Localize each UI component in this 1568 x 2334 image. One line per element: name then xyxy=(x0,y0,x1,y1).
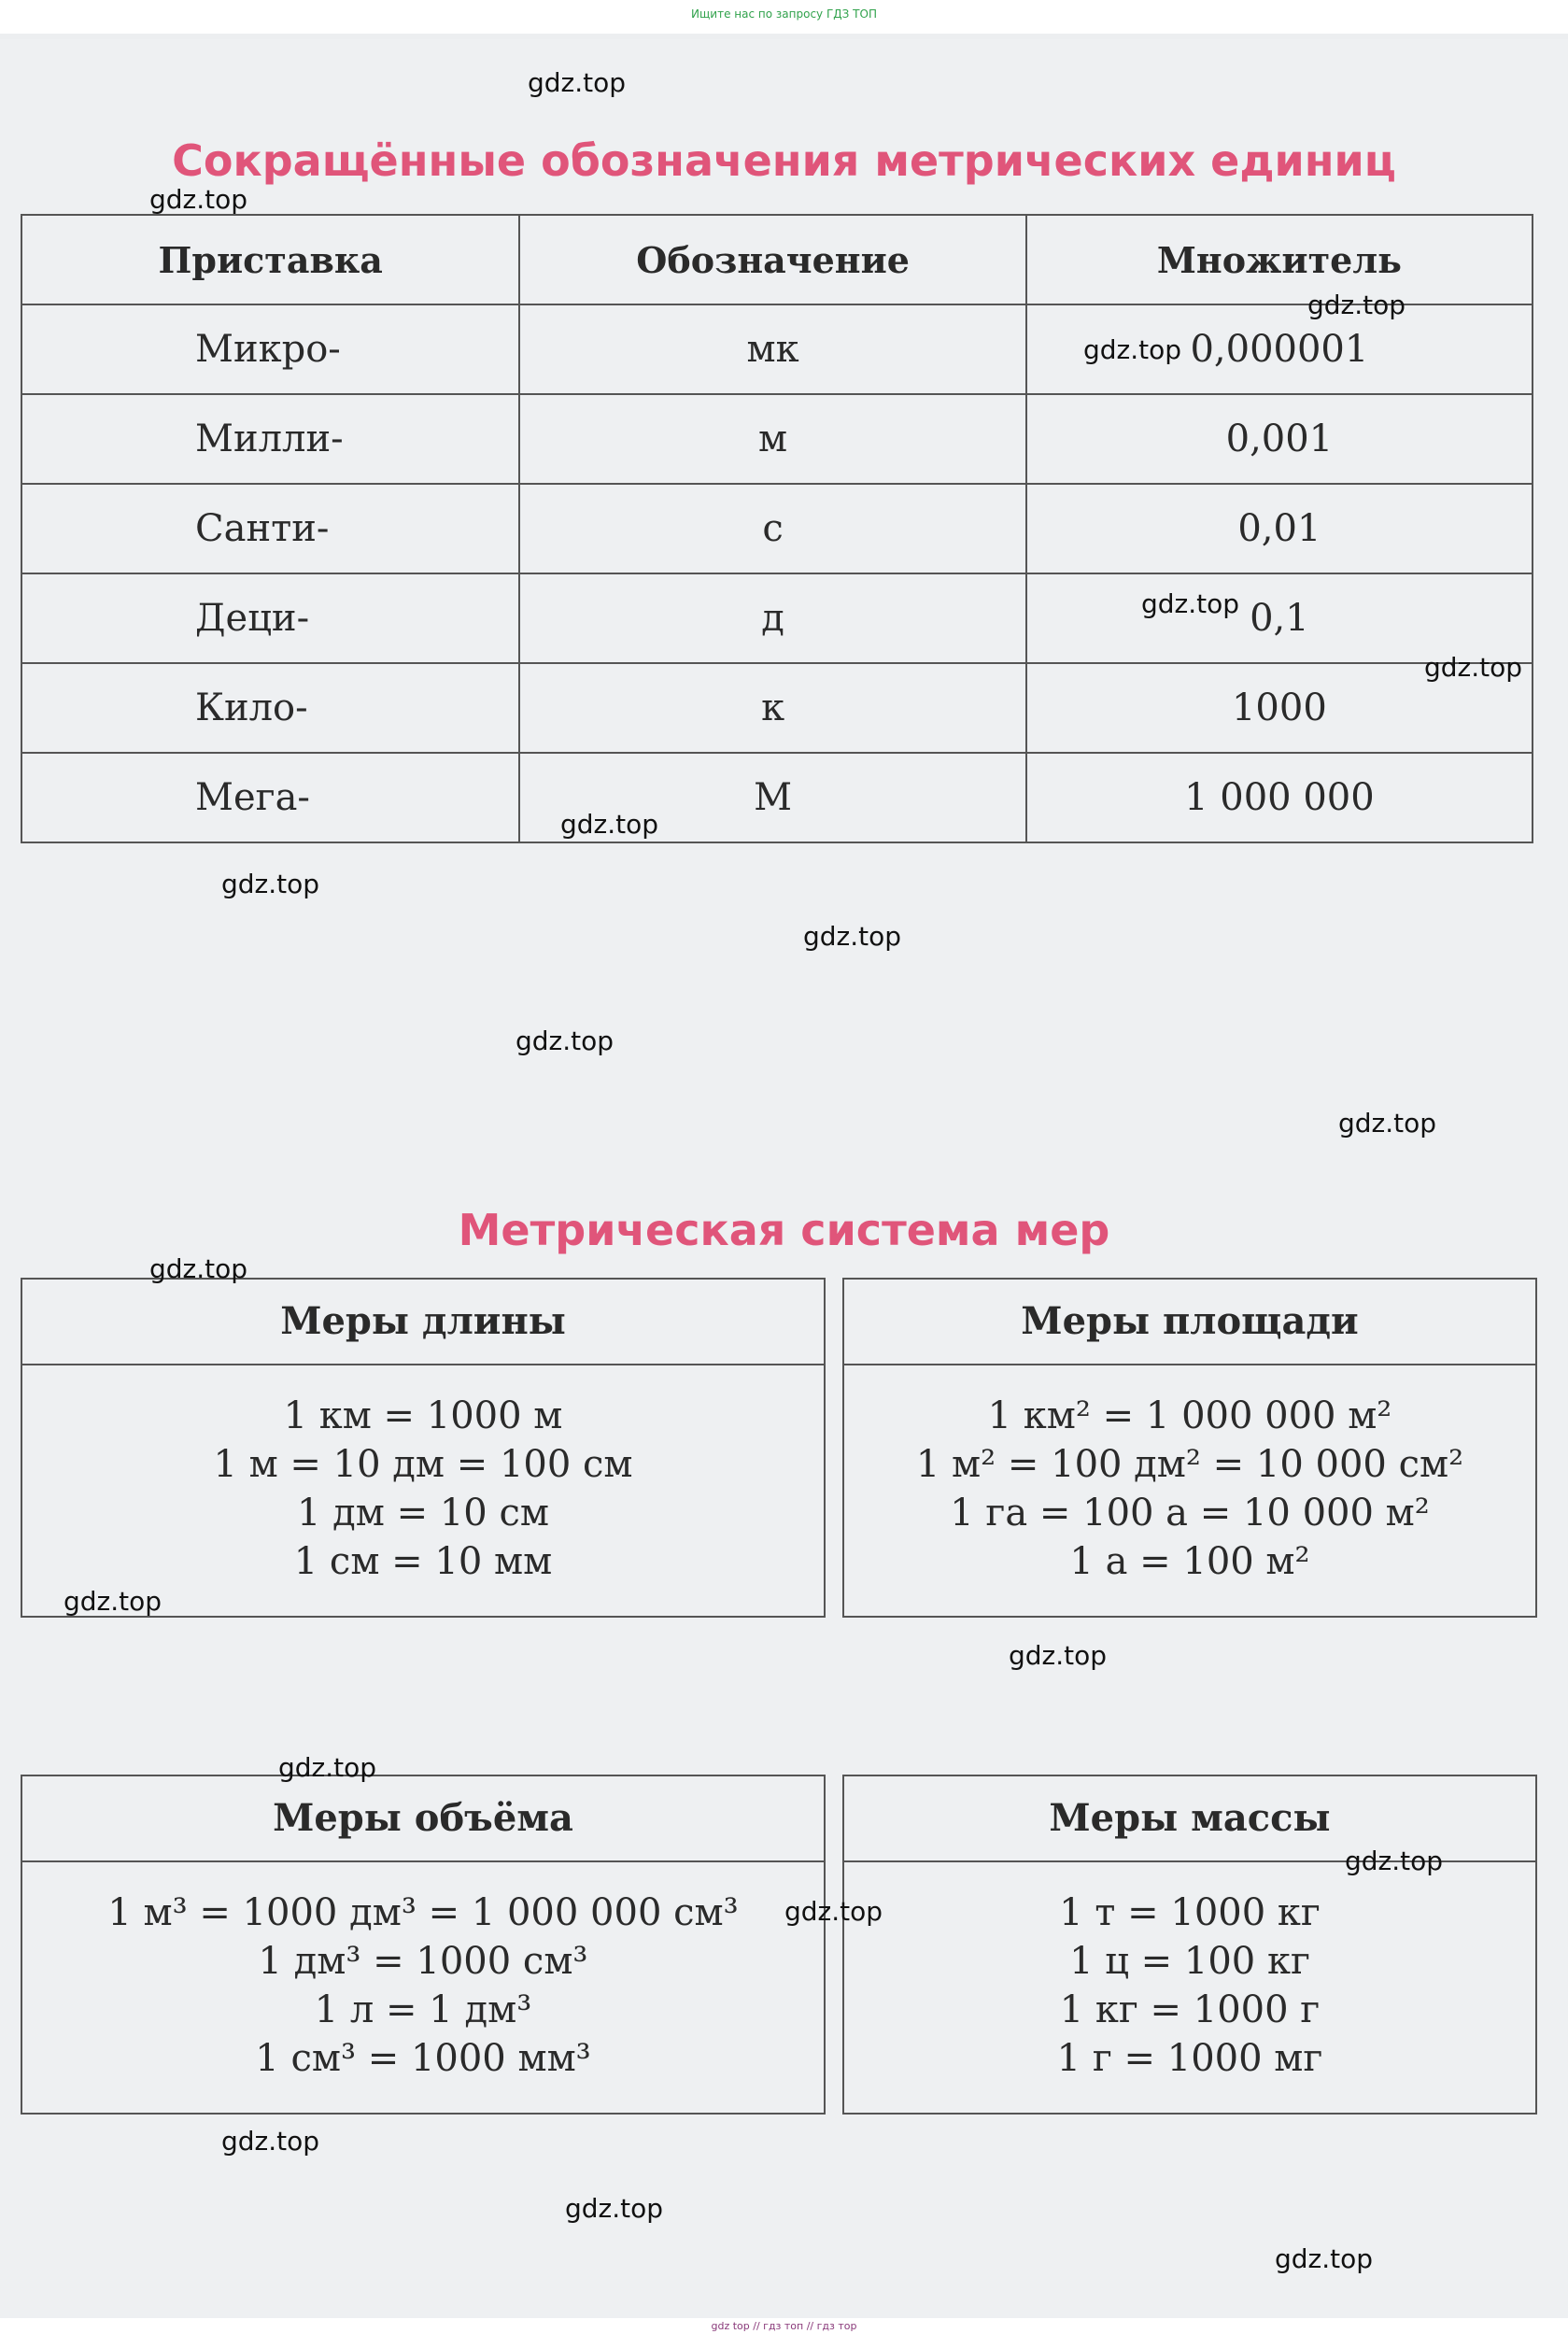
volume-body xyxy=(22,1862,824,2083)
mass-line: 1 кг = 1000 г xyxy=(1059,1988,1321,2031)
cell-prefix: Деци- xyxy=(21,573,519,663)
cell-prefix: Кило- xyxy=(21,663,519,753)
area-line: 1 а = 100 м² xyxy=(1069,1540,1310,1583)
cell-symbol: м xyxy=(519,394,1025,484)
watermark: gdz.top xyxy=(221,869,320,899)
watermark: gdz.top xyxy=(1345,1846,1444,1876)
section-title-abbreviations: Сокращённые обозначения метрических единиц xyxy=(172,135,1396,186)
watermark: gdz.top xyxy=(528,67,627,98)
cell-symbol: М xyxy=(519,753,1025,842)
length-title: Меры длины xyxy=(22,1280,824,1365)
table-row xyxy=(21,304,1533,394)
area-line: 1 км² = 1 000 000 м² xyxy=(987,1394,1392,1437)
header-multiplier: Множитель xyxy=(1026,215,1533,304)
cell-multiplier: 0,1 xyxy=(1026,573,1533,663)
watermark: gdz.top xyxy=(149,184,248,215)
watermark: gdz.top xyxy=(1307,290,1406,320)
section-title-metric-system: Метрическая система мер xyxy=(458,1205,1110,1255)
mass-title: Меры массы xyxy=(844,1776,1535,1862)
header-symbol: Обозначение xyxy=(519,215,1025,304)
area-body xyxy=(844,1365,1535,1586)
mass-line: 1 ц = 100 кг xyxy=(1069,1940,1310,1983)
watermark: gdz.top xyxy=(560,809,659,840)
table-row xyxy=(21,394,1533,484)
watermark: gdz.top xyxy=(149,1253,248,1284)
mass-line: 1 т = 1000 кг xyxy=(1059,1891,1321,1934)
watermark: gdz.top xyxy=(1275,2243,1374,2274)
top-banner: Ищите нас по запросу ГДЗ ТОП xyxy=(0,0,1568,34)
table-header-row xyxy=(21,215,1533,304)
volume-line: 1 м³ = 1000 дм³ = 1 000 000 см³ xyxy=(107,1891,739,1934)
table-row xyxy=(21,484,1533,573)
area-measures-box xyxy=(842,1278,1537,1618)
cell-prefix: Микро- xyxy=(21,304,519,394)
cell-symbol: мк xyxy=(519,304,1025,394)
watermark: gdz.top xyxy=(1083,334,1182,365)
watermark: gdz.top xyxy=(1424,652,1523,683)
watermark: gdz.top xyxy=(278,1752,377,1783)
watermark: gdz.top xyxy=(803,921,902,952)
bottom-banner: gdz top // гдз топ // гдз тор xyxy=(0,2318,1568,2334)
cell-multiplier: 1000 xyxy=(1026,663,1533,753)
table-row xyxy=(21,753,1533,842)
table-row xyxy=(21,663,1533,753)
watermark: gdz.top xyxy=(1009,1640,1108,1671)
length-measures-box xyxy=(21,1278,826,1618)
table-row xyxy=(21,573,1533,663)
watermark: gdz.top xyxy=(64,1586,162,1617)
mass-measures-box xyxy=(842,1775,1537,2115)
length-line: 1 дм = 10 см xyxy=(297,1492,549,1535)
length-line: 1 км = 1000 м xyxy=(283,1394,563,1437)
area-line: 1 га = 100 а = 10 000 м² xyxy=(950,1492,1430,1535)
cell-symbol: с xyxy=(519,484,1025,573)
cell-prefix: Санти- xyxy=(21,484,519,573)
length-line: 1 см = 10 мм xyxy=(293,1540,553,1583)
cell-symbol: д xyxy=(519,573,1025,663)
cell-symbol: к xyxy=(519,663,1025,753)
mass-line: 1 г = 1000 мг xyxy=(1056,2037,1323,2080)
length-line: 1 м = 10 дм = 100 см xyxy=(213,1443,633,1486)
length-body xyxy=(22,1365,824,1586)
cell-multiplier: 0,000001 xyxy=(1026,304,1533,394)
watermark: gdz.top xyxy=(1338,1108,1437,1139)
cell-multiplier: 0,001 xyxy=(1026,394,1533,484)
volume-line: 1 дм³ = 1000 см³ xyxy=(258,1940,588,1983)
watermark: gdz.top xyxy=(516,1026,614,1056)
watermark: gdz.top xyxy=(784,1896,883,1927)
cell-multiplier: 0,01 xyxy=(1026,484,1533,573)
cell-prefix: Милли- xyxy=(21,394,519,484)
volume-line: 1 см³ = 1000 мм³ xyxy=(255,2037,591,2080)
cell-prefix: Мега- xyxy=(21,753,519,842)
mass-body xyxy=(844,1862,1535,2083)
watermark: gdz.top xyxy=(1141,588,1240,619)
prefix-table xyxy=(21,214,1533,843)
volume-title: Меры объёма xyxy=(22,1776,824,1862)
area-line: 1 м² = 100 дм² = 10 000 см² xyxy=(915,1443,1464,1486)
volume-measures-box xyxy=(21,1775,826,2115)
watermark: gdz.top xyxy=(221,2126,320,2157)
area-title: Меры площади xyxy=(844,1280,1535,1365)
header-prefix: Приставка xyxy=(21,215,519,304)
cell-multiplier: 1 000 000 xyxy=(1026,753,1533,842)
watermark: gdz.top xyxy=(565,2193,664,2224)
volume-line: 1 л = 1 дм³ xyxy=(314,1988,532,2031)
